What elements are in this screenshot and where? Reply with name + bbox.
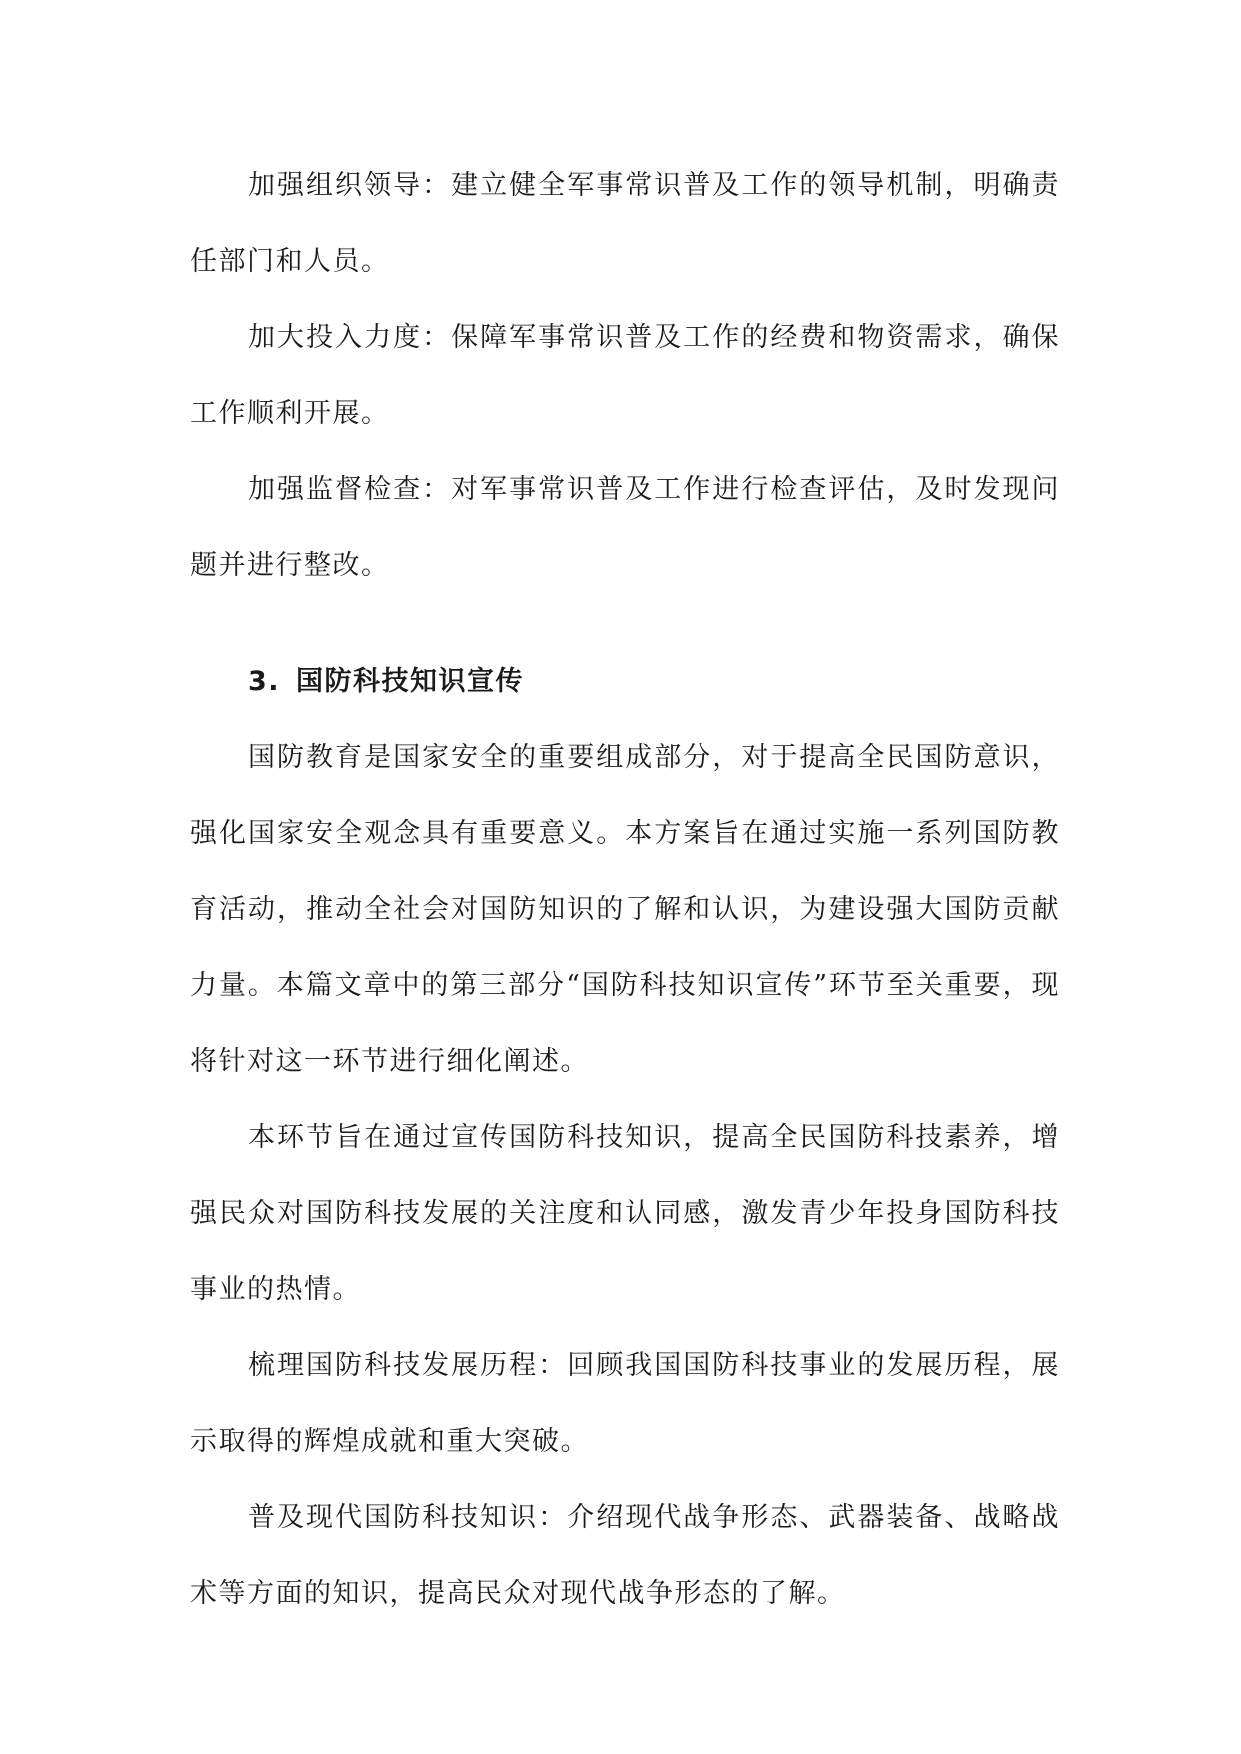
paragraph-supervision: 加强监督检查：对军事常识普及工作进行检查评估，及时发现问题并进行整改。 xyxy=(190,474,1060,581)
section-title: 国防科技知识宣传 xyxy=(296,666,525,697)
document-body xyxy=(190,148,1060,1632)
paragraph-history: 梳理国防科技发展历程：回顾我国国防科技事业的发展历程，展示取得的辉煌成就和重大突破。 xyxy=(190,1350,1060,1457)
section-number: 3. xyxy=(248,666,281,697)
paragraph-national-defense-education: 国防教育是国家安全的重要组成部分，对于提高全民国防意识，强化国家安全观念具有重要意义。本方案旨在通过实施一系列国防教育活动，推动全社会对国防知识的了解和认识，为建设强大国防贡献力量。本篇文章中的第三部分“国防科技知识宣传”环节至关重要，现将针对这一环节进行细化阐述。 xyxy=(190,742,1060,1077)
paragraph-investment: 加大投入力度：保障军事常识普及工作的经费和物资需求，确保工作顺利开展。 xyxy=(190,322,1060,429)
paragraph-organization-leadership: 加强组织领导：建立健全军事常识普及工作的领导机制，明确责任部门和人员。 xyxy=(190,170,1060,277)
section-heading xyxy=(190,644,1060,720)
paragraph-section-goal: 本环节旨在通过宣传国防科技知识，提高全民国防科技素养，增强民众对国防科技发展的关注度和认同感，激发青少年投身国防科技事业的热情。 xyxy=(190,1122,1060,1305)
paragraph-modern-knowledge: 普及现代国防科技知识：介绍现代战争形态、武器装备、战略战术等方面的知识，提高民众对现代战争形态的了解。 xyxy=(190,1502,1060,1609)
